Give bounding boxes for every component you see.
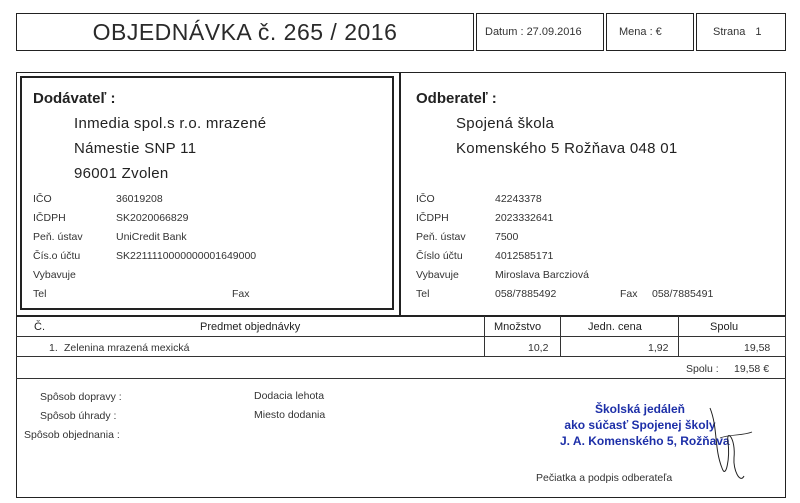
customer-account-value: 4012585171 bbox=[495, 250, 554, 262]
supplier-account-label: Čís.o účtu bbox=[33, 250, 81, 262]
customer-tel-value: 058/7885492 bbox=[495, 288, 557, 300]
order-title: OBJEDNÁVKA č. 265 / 2016 bbox=[16, 13, 474, 51]
customer-tel-label: Tel bbox=[416, 288, 430, 300]
supplier-ico-value: 36019208 bbox=[116, 193, 163, 205]
supplier-ico-label: IČO bbox=[33, 193, 52, 205]
stamp-line-2: ako súčasť Spojenej školy bbox=[564, 418, 716, 432]
delivery-place-label: Miesto dodania bbox=[254, 409, 326, 421]
customer-account-label: Číslo účtu bbox=[416, 250, 463, 262]
col-header-unit-price: Jedn. cena bbox=[588, 321, 642, 333]
customer-icdph-value: 2023332641 bbox=[495, 212, 554, 224]
currency-text: Mena : € bbox=[619, 26, 662, 38]
row-total: 19,58 bbox=[744, 342, 771, 354]
customer-bank-label: Peň. ústav bbox=[416, 231, 466, 243]
supplier-icdph-label: IČDPH bbox=[33, 212, 66, 224]
customer-bank-value: 7500 bbox=[495, 231, 519, 243]
table-col-divider bbox=[678, 316, 679, 356]
customer-ico-label: IČO bbox=[416, 193, 435, 205]
table-sum-line bbox=[16, 378, 786, 379]
stamp-line-3: J. A. Komenského 5, Rožňava bbox=[560, 434, 730, 448]
supplier-street: Námestie SNP 11 bbox=[74, 140, 197, 157]
row-subject: Zelenina mrazená mexická bbox=[64, 342, 190, 354]
customer-name: Spojená škola bbox=[456, 115, 555, 132]
row-qty: 10,2 bbox=[528, 342, 549, 354]
school-stamp bbox=[560, 401, 730, 449]
table-header-line bbox=[16, 336, 786, 337]
supplier-tel-label: Tel bbox=[33, 288, 47, 300]
sum-label: Spolu : bbox=[686, 363, 719, 375]
currency bbox=[606, 13, 694, 51]
supplier-fax-label: Fax bbox=[232, 288, 250, 300]
table-row-line bbox=[16, 356, 786, 357]
signature-icon bbox=[700, 398, 760, 490]
order-date-text: Datum : 27.09.2016 bbox=[485, 26, 582, 38]
page-number: 1 bbox=[755, 26, 762, 38]
party-bottom-divider bbox=[16, 315, 786, 317]
customer-fax-label: Fax bbox=[620, 288, 638, 300]
row-unit-price: 1,92 bbox=[648, 342, 669, 354]
supplier-bank-value: UniCredit Bank bbox=[116, 231, 187, 243]
col-header-subject: Predmet objednávky bbox=[200, 321, 301, 333]
customer-fax-value: 058/7885491 bbox=[652, 288, 714, 300]
customer-address: Komenského 5 Rožňava 048 01 bbox=[456, 140, 678, 157]
supplier-city: 96001 Zvolen bbox=[74, 165, 169, 182]
payment-label: Spôsob úhrady : bbox=[40, 410, 117, 422]
customer-label: Odberateľ : bbox=[416, 90, 497, 107]
order-method-label: Spôsob objednania : bbox=[24, 429, 120, 441]
customer-handler-value: Miroslava Barcziová bbox=[495, 269, 589, 281]
col-header-total: Spolu bbox=[710, 321, 739, 333]
delivery-time-label: Dodacia lehota bbox=[254, 390, 325, 402]
col-header-qty: Množstvo bbox=[494, 321, 542, 333]
table-col-divider bbox=[484, 316, 485, 356]
customer-icdph-label: IČDPH bbox=[416, 212, 449, 224]
table-col-divider bbox=[560, 316, 561, 356]
transport-label: Spôsob dopravy : bbox=[40, 391, 122, 403]
page-label: Strana bbox=[713, 26, 746, 38]
supplier-label: Dodávateľ : bbox=[33, 90, 116, 107]
stamp-line-1: Školská jedáleň bbox=[594, 402, 686, 416]
party-divider bbox=[399, 72, 401, 316]
customer-handler-label: Vybavuje bbox=[416, 269, 459, 281]
row-no: 1. bbox=[49, 342, 58, 354]
page-indicator bbox=[696, 13, 786, 51]
sum-value: 19,58 € bbox=[734, 363, 770, 375]
supplier-icdph-value: SK2020066829 bbox=[116, 212, 189, 224]
supplier-account-value: SK2211110000000001649000 bbox=[116, 250, 257, 262]
supplier-name: Inmedia spol.s r.o. mrazené bbox=[74, 115, 267, 132]
supplier-box bbox=[20, 76, 394, 310]
supplier-handler-label: Vybavuje bbox=[33, 269, 76, 281]
order-date bbox=[476, 13, 604, 51]
col-header-no: Č. bbox=[34, 321, 45, 333]
customer-ico-value: 42243378 bbox=[495, 193, 542, 205]
table-col-divider bbox=[785, 316, 786, 356]
signature-label: Pečiatka a podpis odberateľa bbox=[536, 472, 673, 484]
supplier-bank-label: Peň. ústav bbox=[33, 231, 83, 243]
